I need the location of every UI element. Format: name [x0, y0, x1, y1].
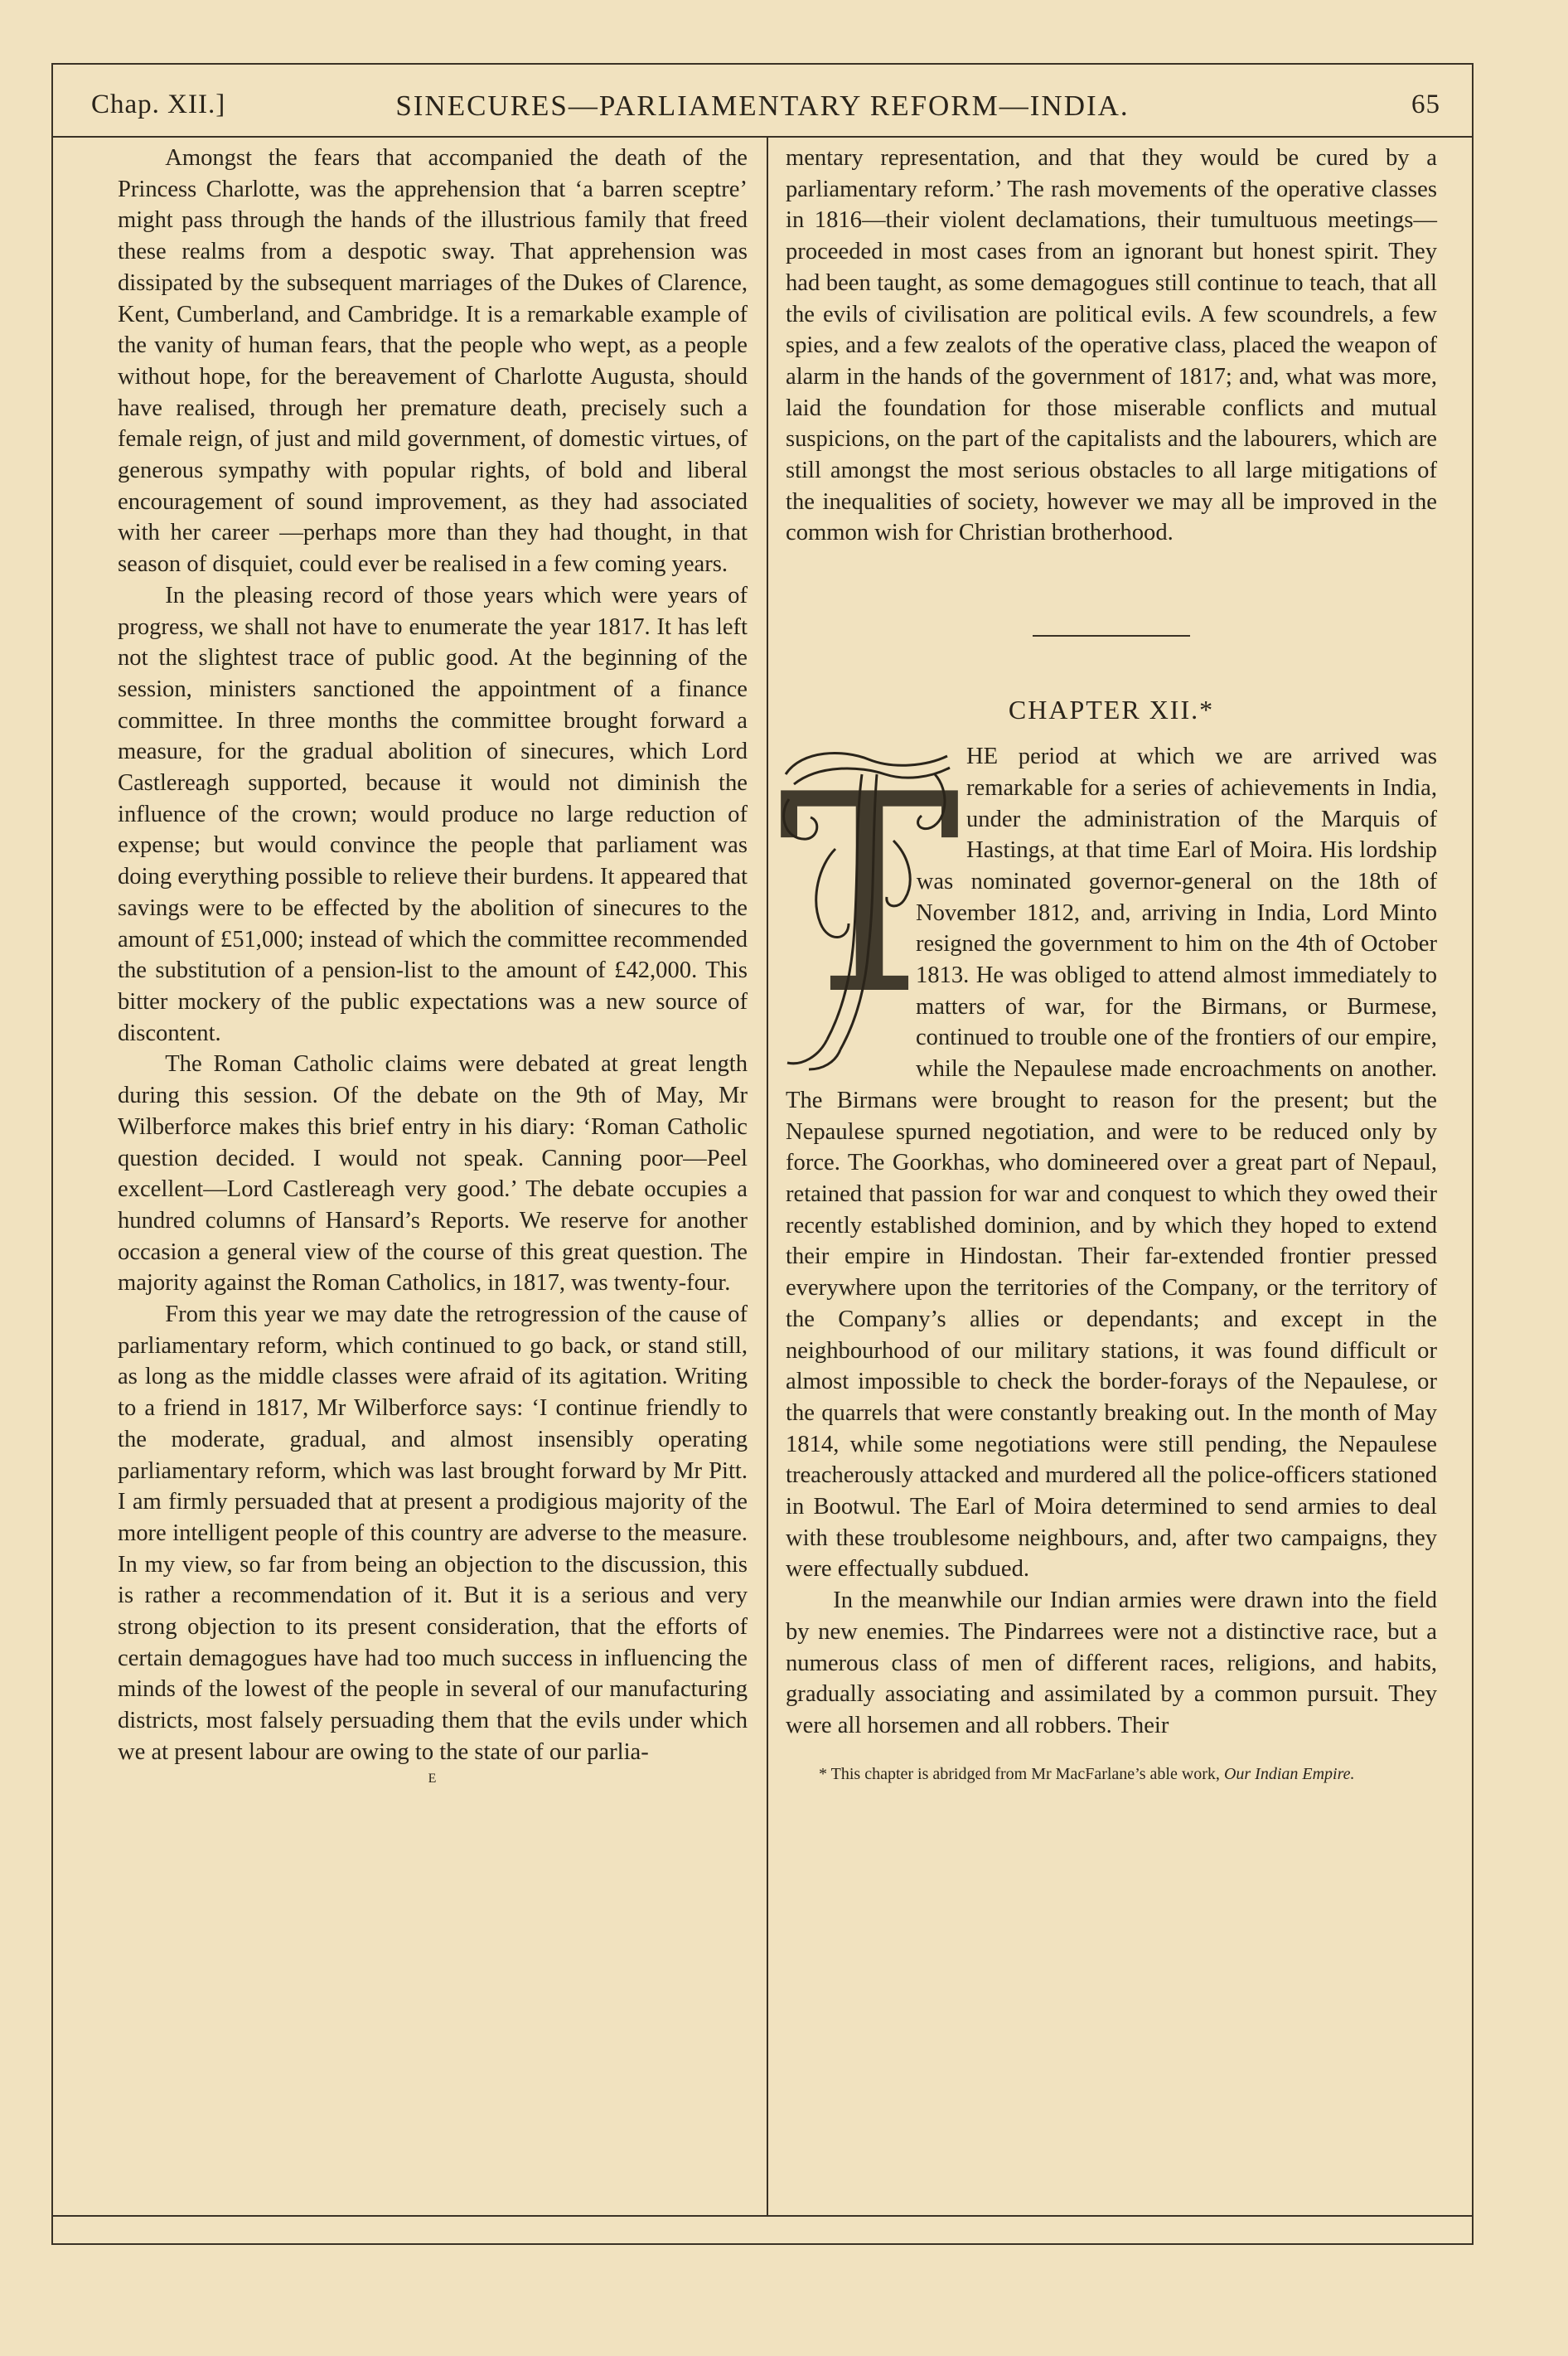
- footer-rule: [53, 2215, 1472, 2217]
- left-column: [118, 143, 748, 1788]
- paragraph-parliamentary-reform: From this year we may date the retrogression of the cause of parliamentary reform, which continued to go back, or stand still, as long as the middle classes were afraid of its agitation. Writing to a friend in 1817, Mr Wilberforce says: ‘I continue friendly to the moderate, gradual, and almost insensibly operating parliamentary reform, which was last brought forward by Mr Pitt. I am firmly persuaded that at present a prodigious majority of the more intelligent people of this country are adverse to the measure. In my view, so far from being an objection to the discussion, this is rather a recommendation of it. But it is a serious and very strong objection to its present consideration, that the efforts of certain demagogues have had too much success in influencing the minds of the lowest of the people in several of our manufacturing districts, most falsely persuading them that the evils under which we at present labour are owing to the state of our parlia-: [118, 1302, 748, 1765]
- column-divider: [767, 138, 768, 2217]
- paragraph-year-1817: In the pleasing record of those years which were years of progress, we shall not have to enumerate the year 1817. It has left not the slightest trace of public good. At the beginning of the session, ministers sanctioned the appointment of a finance committee. In three months the committee brought forward a measure, for the gradual abolition of sinecures, which Lord Castlereagh supported, because it would not diminish the influence of the crown; would produce no large reduction of expense; but would convince the people that parliament was doing everything possible to relieve their burdens. It appeared that savings were to be effected by the abolition of sinecures to the amount of £51,000; instead of which the committee recommended the substitution of a pension-list to the amount of £42,000. This bitter mockery of the public expectations was a new source of discontent.: [118, 582, 748, 1046]
- chapter-opening: [777, 741, 1437, 1585]
- chapter-heading: CHAPTER XII.*: [1008, 695, 1215, 725]
- paragraph-princess-charlotte: Amongst the fears that accompanied the death of the Princess Charlotte, was the apprehension that ‘a barren sceptre’ might pass through the hands of the illustrious family that freed these realms from a despotic sway. That apprehension was dissipated by the subsequent marriages of the Dukes of Clarence, Kent, Cumberland, and Cambridge. It is a remarkable example of the vanity of human fears, that the people who wept, as a people without hope, for the bereavement of Charlotte Augusta, should have realised, through her premature death, precisely such a female reign, of just and mild government, of domestic virtues, of generous sympathy with popular rights, of bold and liberal encouragement of sound improvement, as they had associated with her career —perhaps more than they had thought, in that season of disquiet, could ever be realised in a few coming years.: [118, 145, 748, 578]
- chapter-reference: Chap. XII.]: [91, 90, 226, 119]
- signature-mark: E: [428, 1771, 438, 1786]
- footnote: [786, 1763, 1437, 1785]
- paragraph-india-achievements: HE period at which we are arrived was remarkable for a series of achievements in India, under the administration of the Marquis of Hastings, at that time Earl of Moira. His lordship was nominated governor-general on the 18th of November 1812, and, arriving in India, Lord Minto resigned the government to him on the 4th of October 1813. He was obliged to attend almost immediately to matters of war, for the Birmans, or Burmese, continued to trouble one of the frontiers of our empire, while the Nepaulese made encroachments on another. The Birmans were brought to reason for the present; but the Nepaulese spurned negotiation, and were to be reduced only by force. The Goorkhas, who domineered over a great part of Nepaul, retained that passion for war and conquest to which they owed their recently established dominion, and by which they hoped to extend their empire in Hindostan. Their far-extended frontier pressed everywhere upon the territories of the Company, or the territory of the Company’s allies or dependants; and except in the neighbourhood of our military stations, it was found difficult or almost impossible to check the border-forays of the Nepaulese, or the quarrels that were constantly breaking out. In the month of May 1814, while some negotiations were still pending, the Nepaulese treacherously attacked and murdered all the police-officers stationed in Bootwul. The Earl of Moira determined to send armies to deal with these troublesome neighbours, and, after two campaigns, they were effectually subdued.: [786, 744, 1437, 1583]
- chapter-divider: [1033, 635, 1190, 637]
- paragraph-pindarrees: In the meanwhile our Indian armies were drawn into the field by new enemies. The Pindarrees were not a distinctive race, but a numerous class of men of different races, religions, and habits, gradually associating and assimilated by a common pursuit. They were all horsemen and all robbers. Their: [786, 1588, 1437, 1738]
- right-column: [777, 143, 1437, 1785]
- running-title: SINECURES—PARLIAMENTARY REFORM—INDIA.: [395, 90, 1130, 122]
- paragraph-roman-catholic-claims: The Roman Catholic claims were debated at great length during this session. Of the debate on the 9th of May, Mr Wilberforce makes this brief entry in his diary: ‘Roman Catholic question decided. I would not speak. Canning poor—Peel excellent—Lord Castlereagh very good.’ The debate occupies a hundred columns of Hansard’s Reports. We reserve for another occasion a general view of the course of this great question. The majority against the Roman Catholics, in 1817, was twenty-four.: [118, 1051, 748, 1297]
- drop-cap-letter: T: [777, 741, 961, 1055]
- page-number: 65: [1411, 90, 1440, 119]
- running-head: [51, 76, 1474, 136]
- footnote-text: * This chapter is abridged from Mr MacFarlane’s able work,: [819, 1764, 1220, 1783]
- header-rule: [53, 136, 1472, 138]
- paragraph-continuation: mentary representation, and that they would be cured by a parliamentary reform.’ The rash movements of the operative classes in 1816—their violent declamations, their tumultuous meetings—proceeded in most cases from an ignorant but honest spirit. They had been taught, as some demagogues still continue to teach, that all the evils of civilisation are political evils. A few scoundrels, a few spies, and a few zealots of the operative class, placed the weapon of alarm in the hands of the government of 1817; and, what was more, laid the foundation for those miserable conflicts and mutual suspicions, on the part of the capitalists and the labourers, which are still amongst the most serious obstacles to all large mitigations of the inequalities of society, however we may all be improved in the common wish for Christian brotherhood.: [786, 145, 1437, 546]
- footnote-work-title: Our Indian Empire.: [1223, 1764, 1355, 1783]
